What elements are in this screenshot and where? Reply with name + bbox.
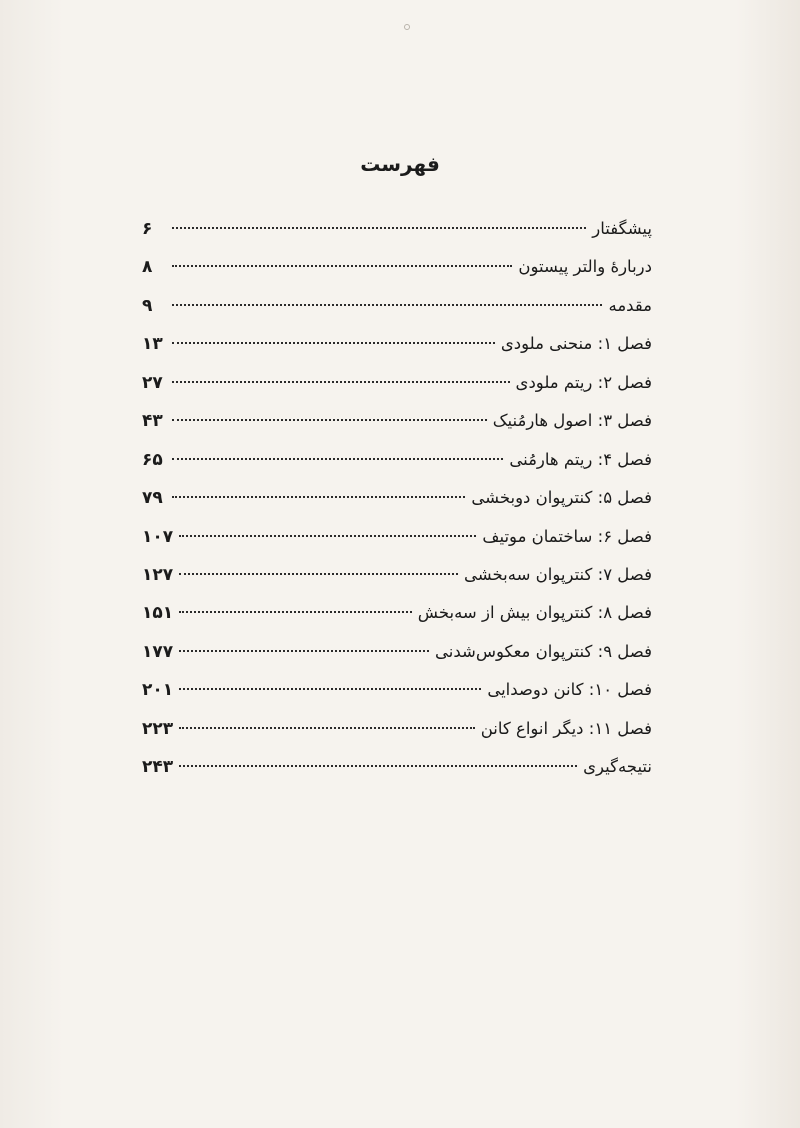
toc-entry-page: ۱۲۷	[142, 564, 174, 585]
toc-entry	[142, 748, 652, 786]
toc-entry	[142, 210, 652, 248]
toc-entry-label: فصل ۹: کنترپوان معکوس‌شدنی	[434, 641, 652, 661]
dot-leader	[172, 227, 586, 229]
toc-entry-label: فصل ۸: کنترپوان بیش از سه‌بخش	[417, 603, 652, 623]
toc-entry-page: ۶	[142, 219, 153, 239]
toc-entry-label: فصل ۶: ساختمان موتیف	[482, 526, 652, 546]
toc-entry-label: پیشگفتار	[592, 219, 652, 238]
toc-entry-label: فصل ۴: ریتم هارمُنی	[509, 449, 652, 469]
dot-leader	[172, 496, 465, 498]
toc-entry-page: ۲۴۳	[142, 757, 174, 778]
dot-leader	[179, 535, 476, 537]
toc-entry-page: ۱۰۷	[142, 526, 174, 547]
toc-entry-page: ۶۵	[142, 449, 163, 470]
toc-entry-page: ۲۲۳	[142, 718, 174, 739]
dot-leader	[179, 765, 577, 767]
paper-speck	[404, 24, 410, 30]
toc-entry-label: فصل ۱۰: کانن دوصدایی	[487, 680, 652, 700]
toc-entry-label: مقدمه	[608, 295, 652, 315]
dot-leader	[179, 573, 458, 575]
toc-entry	[142, 594, 652, 632]
toc-entry-page: ۹	[142, 295, 153, 316]
toc-entry-page: ۸	[142, 257, 153, 278]
toc-entry	[142, 518, 652, 556]
toc-entry-label: فصل ۷: کنترپوان سه‌بخشی	[464, 564, 652, 584]
toc-entry-page: ۱۷۷	[142, 641, 174, 662]
toc-entry	[142, 479, 652, 517]
toc-entry-label: فصل ۳: اصول هارمُنیک	[492, 411, 652, 431]
toc-entry-label: فصل ۱: منحنی ملودی	[500, 334, 652, 354]
toc-entry	[142, 710, 652, 748]
toc-entry-page: ۲۰۱	[142, 680, 174, 701]
dot-leader	[172, 381, 510, 383]
toc-entry-label: دربارهٔ والتر پیستون	[518, 257, 652, 277]
dot-leader	[179, 688, 481, 690]
dot-leader	[179, 650, 429, 652]
dot-leader	[172, 419, 487, 421]
toc-entry	[142, 671, 652, 709]
toc-entry-label: فصل ۵: کنترپوان دوبخشی	[471, 488, 652, 508]
toc-entry	[142, 633, 652, 671]
toc-entry-label: نتیجه‌گیری	[583, 757, 652, 777]
dot-leader	[172, 265, 512, 267]
dot-leader	[179, 611, 412, 613]
toc-entry	[142, 248, 652, 286]
toc-entry-label: فصل ۲: ریتم ملودی	[515, 372, 652, 392]
dot-leader	[172, 342, 495, 344]
toc-entry	[142, 556, 652, 594]
toc-entry-page: ۲۷	[142, 372, 163, 393]
toc-entry	[142, 364, 652, 402]
toc-entry	[142, 441, 652, 479]
toc-entry	[142, 402, 652, 440]
dot-leader	[179, 727, 475, 729]
toc-title: فهرست	[360, 152, 440, 176]
toc-entry	[142, 287, 652, 325]
dot-leader	[172, 458, 503, 460]
dot-leader	[172, 304, 602, 306]
toc-entry-page: ۷۹	[142, 488, 163, 509]
toc-entry-label: فصل ۱۱: دیگر انواع کانن	[480, 718, 652, 738]
toc-entry-page: ۱۵۱	[142, 603, 174, 624]
toc-entry-page: ۱۳	[142, 334, 163, 355]
toc-entry-page: ۴۳	[142, 411, 163, 432]
toc-entry	[142, 325, 652, 363]
table-of-contents	[142, 210, 652, 787]
